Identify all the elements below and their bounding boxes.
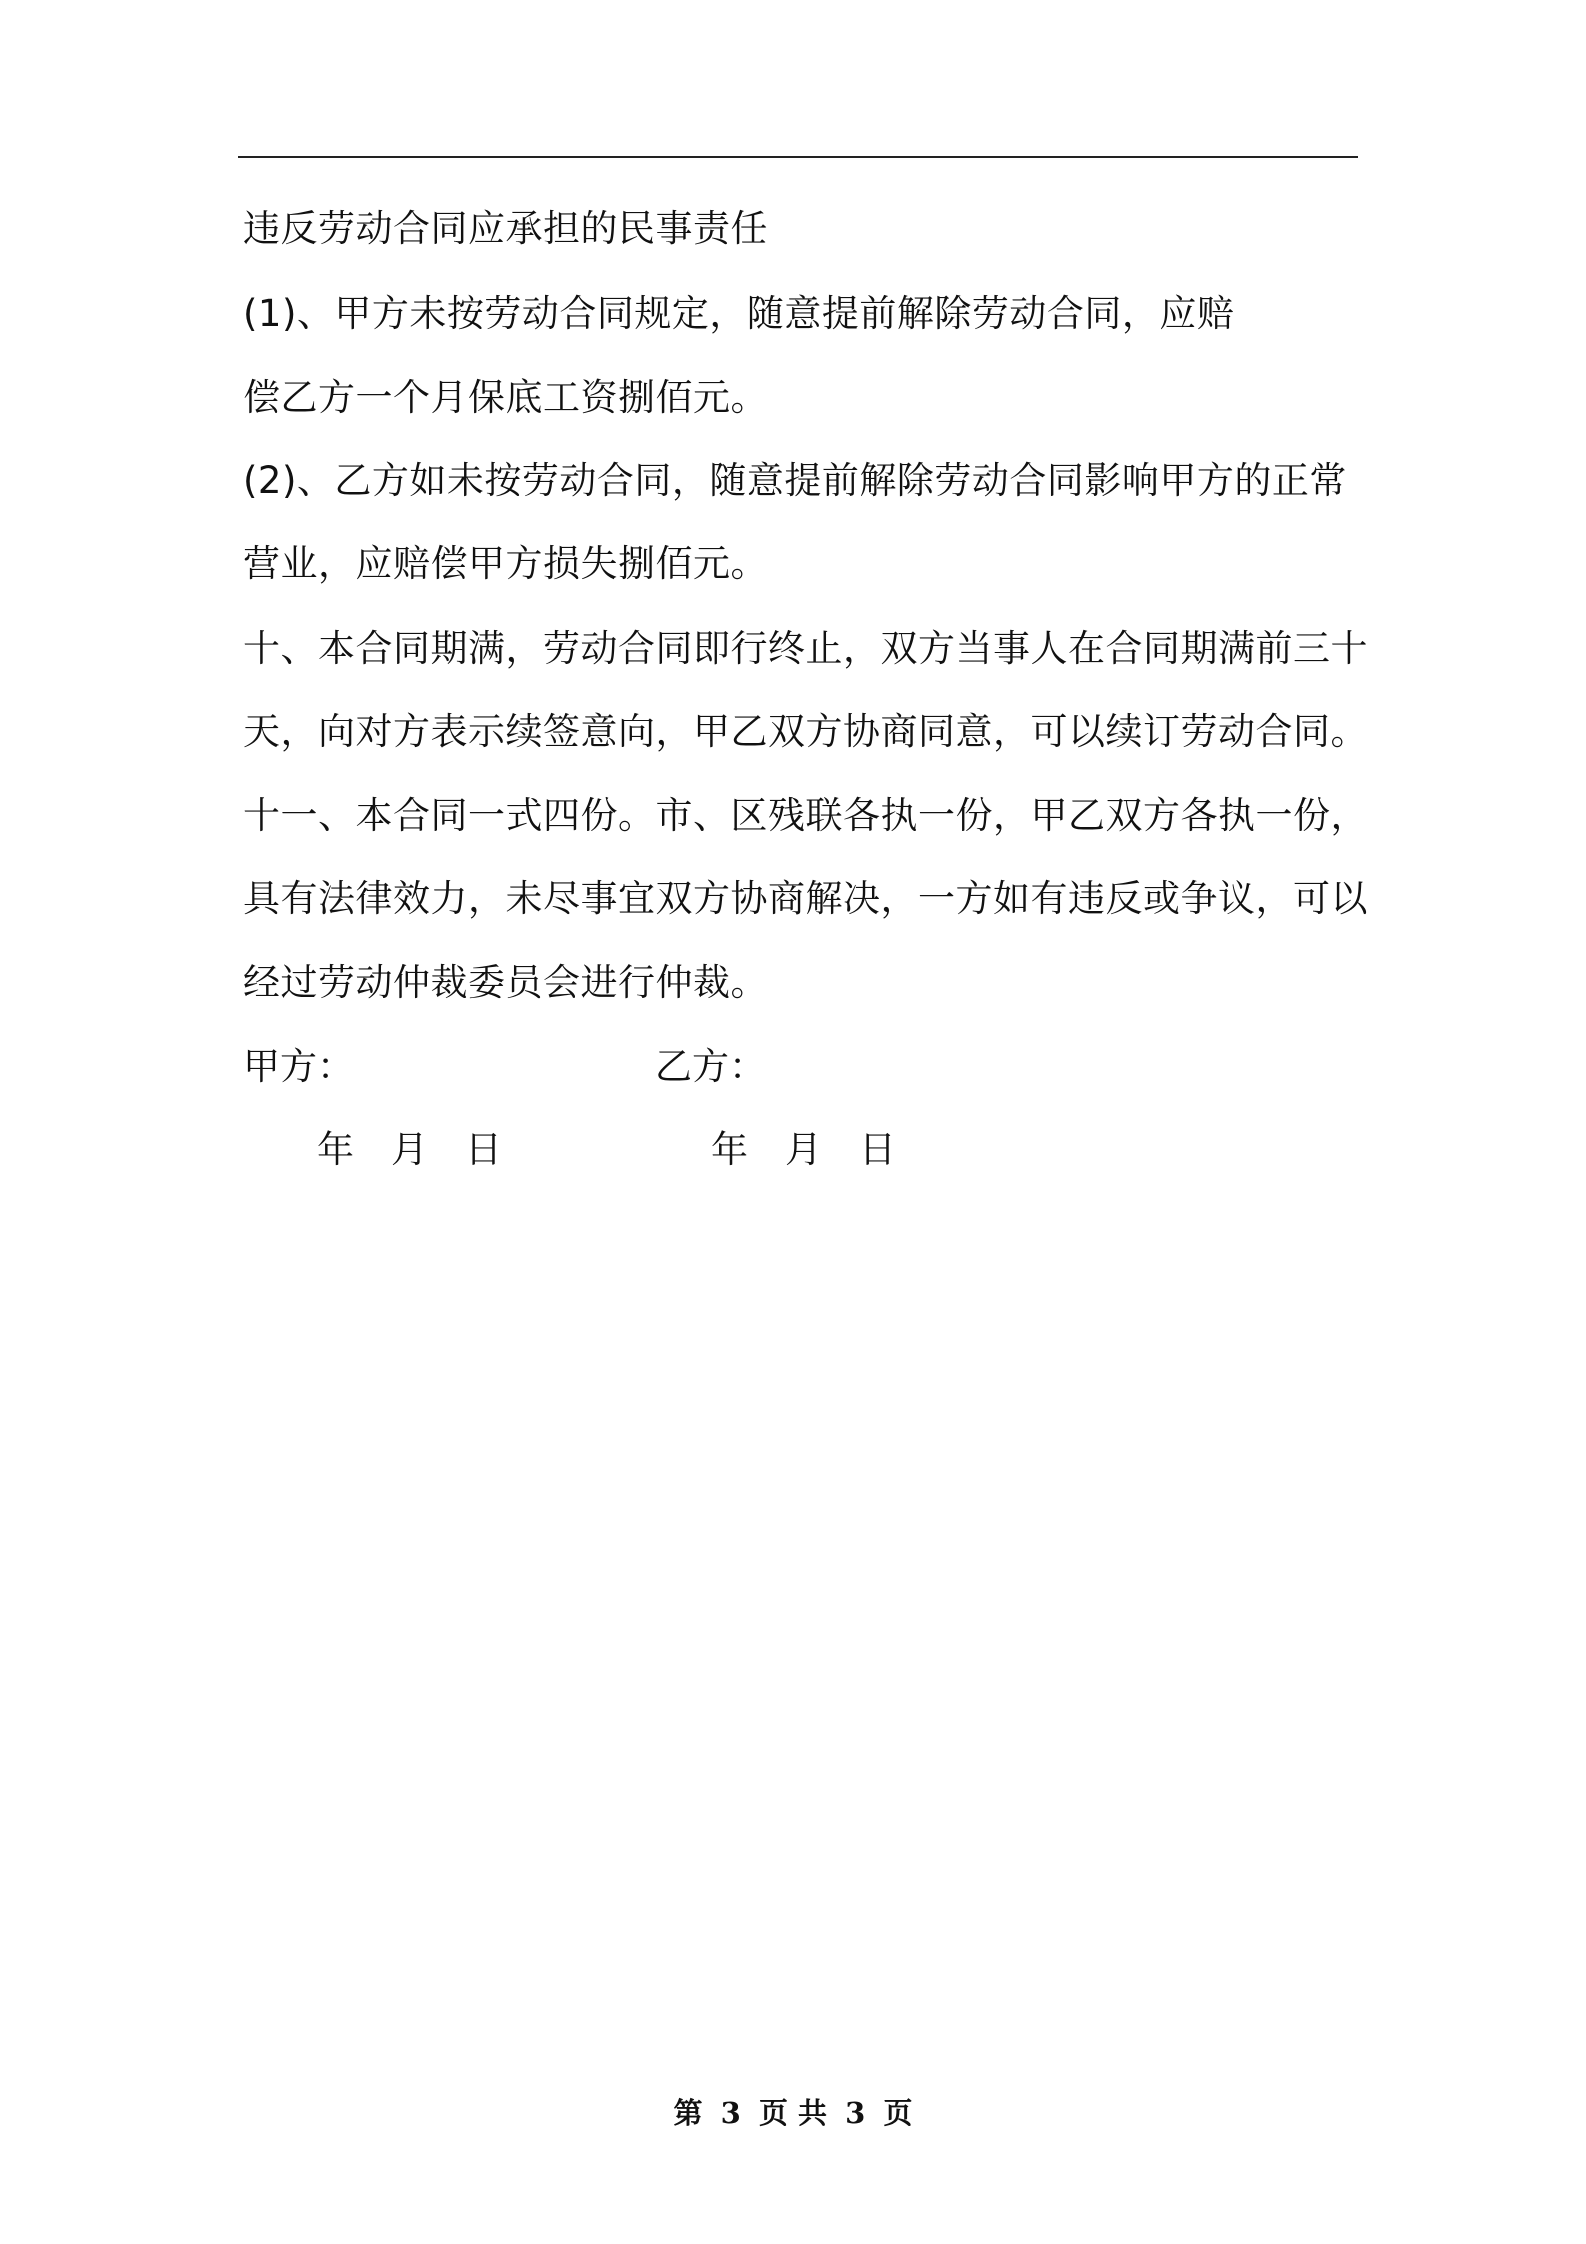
clause-10-line-1: 十、本合同期满，劳动合同即行终止，双方当事人在合同期满前三十 <box>243 627 1368 670</box>
clause-11-line-2: 具有法律效力，未尽事宜双方协商解决，一方如有违反或争议，可以 <box>243 877 1368 920</box>
clause-1-line-2: 偿乙方一个月保底工资捌佰元。 <box>243 376 768 419</box>
section-heading: 违反劳动合同应承担的民事责任 <box>243 207 768 250</box>
footer-suffix: 页 <box>883 2096 913 2130</box>
clause-10-line-2: 天，向对方表示续签意向，甲乙双方协商同意，可以续订劳动合同。 <box>243 710 1368 753</box>
total-pages-number: 3 <box>845 2096 866 2130</box>
date-month-label: 月 <box>391 1128 428 1171</box>
date-day-label: 日 <box>465 1128 502 1171</box>
party-a-signature-label: 甲方： <box>243 1045 354 1088</box>
clause-2-line-2: 营业，应赔偿甲方损失捌佰元。 <box>243 542 768 585</box>
page-number-footer <box>0 2095 1586 2131</box>
date-day-label: 日 <box>859 1128 896 1171</box>
clause-1-line-1: (1)、甲方未按劳动合同规定，随意提前解除劳动合同，应赔 <box>243 292 1235 335</box>
clause-11-line-1: 十一、本合同一式四份。市、区残联各执一份，甲乙双方各执一份， <box>243 794 1368 837</box>
header-rule <box>238 156 1358 158</box>
clause-2-line-1: (2)、乙方如未按劳动合同，随意提前解除劳动合同影响甲方的正常 <box>243 459 1347 502</box>
date-month-label: 月 <box>785 1128 822 1171</box>
clause-11-line-3: 经过劳动仲裁委员会进行仲裁。 <box>243 961 768 1004</box>
footer-middle: 页 共 <box>758 2096 828 2130</box>
party-a-date <box>317 1127 502 1173</box>
party-b-signature-label: 乙方： <box>655 1045 766 1088</box>
date-year-label: 年 <box>711 1128 748 1171</box>
party-b-date <box>711 1127 896 1173</box>
date-year-label: 年 <box>317 1128 354 1171</box>
current-page-number: 3 <box>720 2096 741 2130</box>
footer-prefix: 第 <box>673 2096 703 2130</box>
